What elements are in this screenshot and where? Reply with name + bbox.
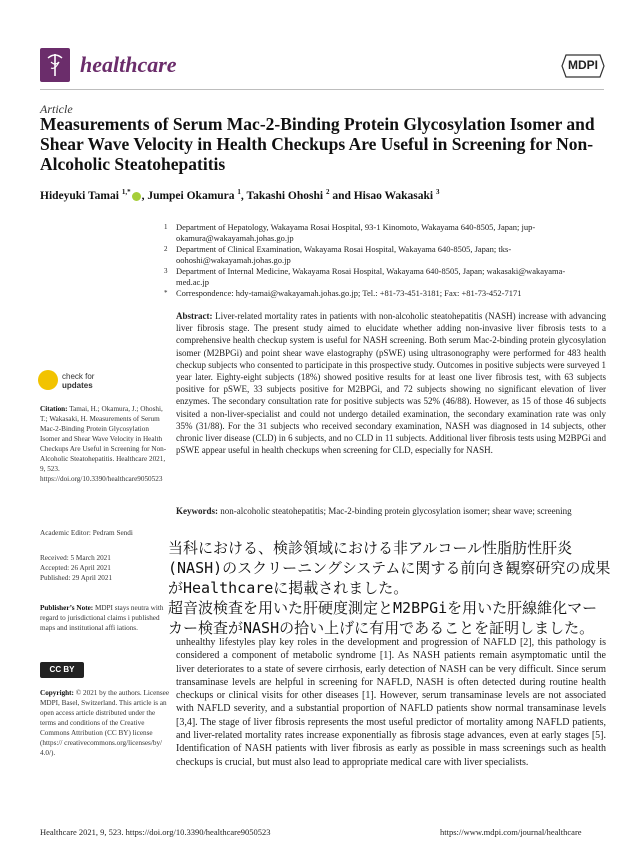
author-affiliation-marker: 1 — [237, 188, 241, 196]
author-name[interactable]: Hisao Wakasaki — [353, 189, 434, 202]
affiliation-2: 2 Department of Clinical Examination, Wakayama Rosai Hospital, Wakayama 640-8505, Japan; tks-oohoshi@wakayamah.johas.go.jp — [164, 244, 512, 265]
author-separator: , — [240, 189, 247, 202]
check-for-updates-icon[interactable] — [38, 370, 58, 390]
publishers-note — [40, 603, 166, 633]
footer-journal-url[interactable]: https://www.mdpi.com/journal/healthcare — [440, 827, 582, 837]
journal-logo — [40, 48, 70, 82]
abstract-label: Abstract: — [176, 311, 213, 321]
abstract — [176, 310, 606, 456]
citation-block — [40, 404, 170, 484]
copyright-text: © 2021 by the authors. Licensee MDPI, Basel, Switzerland. This article is an open access article distributed under the terms and conditions of the Creative Commons Attribution (CC BY) license (https:// creativecommons.org/licenses/by/ 4.0/). — [40, 689, 170, 757]
affiliation-3: 3 Department of Internal Medicine, Wakayama Rosai Hospital, Wakayama 640-8505, Japan; wakasaki@wakayama-med.ac.jp — [164, 266, 566, 287]
author-list — [40, 188, 600, 202]
article-type: Article — [40, 102, 73, 116]
copyright-block — [40, 688, 170, 758]
article-title: Measurements of Serum Mac-2-Binding Protein Glycosylation Isomer and Shear Wave Velocity in Health Checkups Are Useful in Screening for Non-Alcoholic Steatohepatitis — [40, 114, 595, 174]
copyright-label: Copyright: — [40, 689, 74, 697]
body-paragraph: unhealthy lifestyles play key roles in the development and progression of NAFLD [2], this pathology is considered a component of metabolic syndrome [1]. As NASH patients remain asymptomatic until the liver deteriorates to a state of severe cirrhosis, early detection of NASH can be very difficult. Since serum transaminase levels are helpful in screening for NAFLD, NASH is often detected during routine health checkups or clinical visits for other diseases [1]. However, serum transaminase levels are not associated with NAFLD severity, and a substantial proportion of NAFLD patients show normal transaminase levels [3,4]. The stage of liver fibrosis represents the most useful predictor of mortality among NAFLD patients, and liver-related mortality rates increase exponentially as fibrosis stage advances, even at early stages [5]. Identification of NASH patients with liver fibrosis as early as possible in mass screenings such as health checkups is crucial, but must also lead to appropriate medical care with liver specialists. — [176, 637, 606, 768]
orcid-icon[interactable] — [132, 192, 141, 201]
author-name[interactable]: Hideyuki Tamai — [40, 189, 119, 202]
publishers-note-label: Publisher’s Note: — [40, 604, 94, 612]
keywords-label: Keywords: — [176, 506, 218, 516]
author-name[interactable]: Takashi Ohoshi — [246, 189, 324, 202]
citation-label: Citation: — [40, 405, 68, 413]
received-date: Received: 5 March 2021 — [40, 554, 111, 562]
citation-text: Tamai, H.; Okamura, J.; Ohoshi, T.; Wakasaki, H. Measurements of Serum Mac-2-Binding Protein Glycosylation Isomer and Shear Wave Velocity in Health Checkups Are Useful in Screening for Non-Alcoholic Steatohepatitis. — [40, 405, 167, 463]
publisher-label: MDPI — [568, 58, 598, 72]
affiliation-1: 1 Department of Hepatology, Wakayama Rosai Hospital, 93-1 Kinomoto, Wakayama 640-8505, Japan; jup-okamura@wakayamah.johas.go.jp — [164, 222, 536, 243]
publishers-note-text: MDPI stays neutra with regard to jurisdictional claims i published maps and institutional affi iations. — [40, 604, 164, 632]
mdpi-logo — [560, 53, 606, 84]
author-separator: and — [329, 189, 354, 202]
header-divider — [40, 89, 604, 90]
correspondence: * Correspondence: hdy-tamai@wakayamah.johas.go.jp; Tel.: +81-73-451-3181; Fax: +81-73-452-7171 — [164, 288, 522, 298]
accepted-date: Accepted: 26 April 2021 — [40, 564, 111, 572]
author-name[interactable]: Jumpei Okamura — [147, 189, 235, 202]
annotation-line: カー検査がNASHの拾い上げに有用であることを証明しました。 — [168, 619, 595, 637]
author-affiliation-marker: 1,* — [121, 188, 131, 196]
author-affiliation-marker: 3 — [435, 188, 440, 196]
academic-editor: Academic Editor: Pedram Sendi — [40, 529, 133, 537]
citation-journal-ref[interactable]: Healthcare 2021, 9, 523. https://doi.org/10.3390/healthcare9050523 — [40, 455, 166, 483]
author-separator: , — [141, 189, 148, 202]
annotation-line: (NASH)のスクリーニングシステムに関する前向き観察研究の成果 — [168, 559, 611, 577]
author-affiliation-marker: 2 — [325, 188, 330, 196]
japanese-annotation — [168, 538, 613, 638]
dates-block — [40, 553, 170, 583]
annotation-line: 当科における、検診領域における非アルコール性脂肪性肝炎 — [168, 539, 573, 557]
journal-name: healthcare — [80, 52, 177, 77]
keywords-text: non-alcoholic steatohepatitis; Mac-2-binding protein glycosylation isomer; shear wave; screening — [220, 506, 572, 516]
footer-citation[interactable]: Healthcare 2021, 9, 523. https://doi.org/10.3390/healthcare9050523 — [40, 827, 271, 837]
annotation-line: がHealthcareに掲載されました。 — [168, 579, 409, 597]
check-for-updates[interactable]: check for updates — [62, 372, 95, 390]
abstract-text: Liver-related mortality rates in patients with non-alcoholic steatohepatitis (NASH) increase with advancing liver fibrosis stage. The present study aimed to elucidate whether adding non-invasive liver fibrosis tests to a comprehensive health checkup system is useful for NASH screening. Both serum Mac-2-binding protein glycosylation isomer (M2BPGi) and point shear wave elastography (pSWE) using ultrasonography were performed for 483 health checkup subjects who consented to participate in this prospective study. Outcomes in positive subjects were surveyed 1 year later. Eighty-eight subjects (18%) showed positive results for at least one liver fibrosis test, with 63 subjects positive for pSWE, 33 subjects positive for M2BPGi, and 72 subjects showing no significant elevation of liver enzymes. The secondary consultation rate for positive subjects was 52% (46/88). However, as 15 of those 46 subjects visited a non-liver-specialist and could not undergo detailed examination, the secondary examination rate was only 35% (31/88). For the 31 subjects who received secondary examination, NASH was diagnosed in 14 subjects, other chronic liver disease (CLD) in 6 subjects, and no CLD in 11 subjects. Additional liver fibrosis tests using M2BPGi and pSWE appear useful in health checkups when screening for CLD, especially for NASH. — [176, 311, 606, 456]
keywords — [176, 505, 606, 517]
annotation-line: 超音波検査を用いた肝硬度測定とM2BPGiを用いた肝線維化マー — [168, 599, 598, 617]
published-date: Published: 29 April 2021 — [40, 574, 113, 582]
cc-license-badge[interactable]: CC BY — [40, 662, 84, 678]
